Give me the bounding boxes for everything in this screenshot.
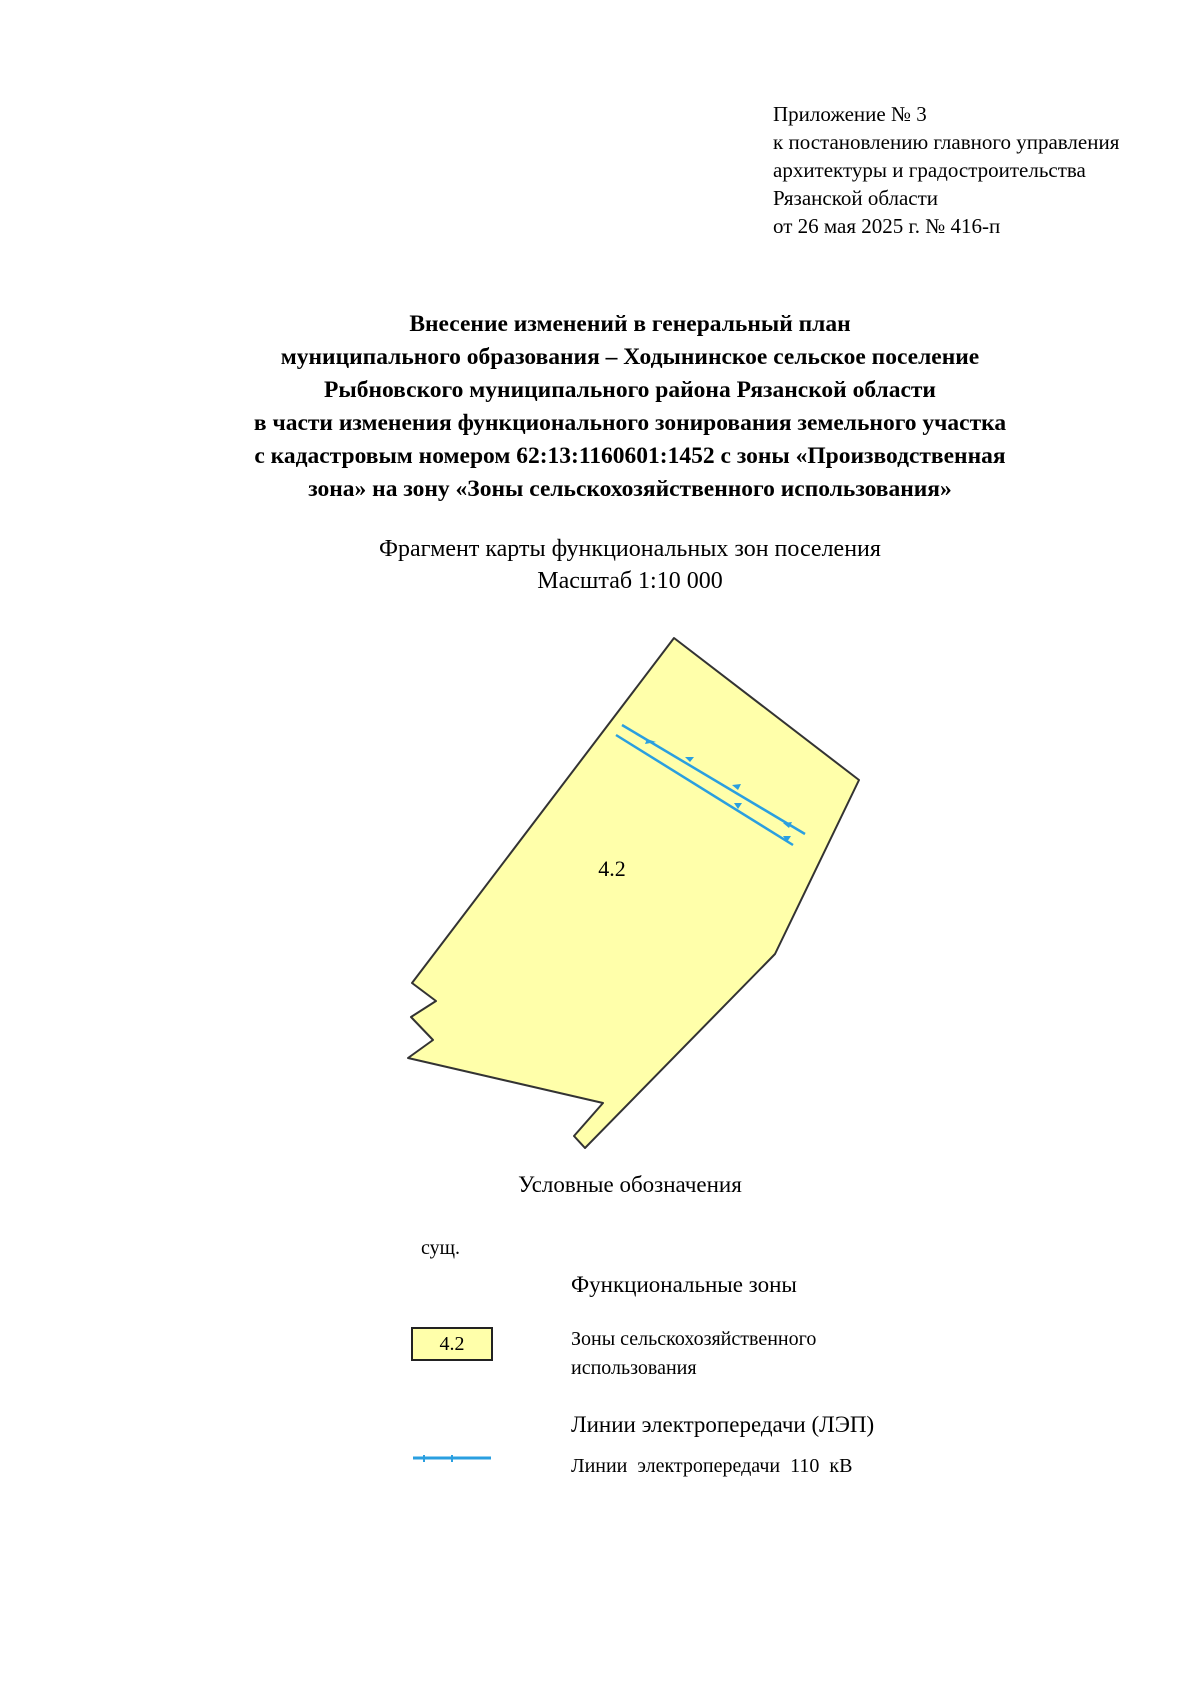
legend-zone-description-line: Зоны сельскохозяйственного bbox=[571, 1328, 817, 1350]
legend-zones-heading: Функциональные зоны bbox=[571, 1272, 797, 1297]
legend-zone-swatch: 4.2 bbox=[411, 1327, 493, 1361]
title-line: с кадастровым номером 62:13:1160601:1452 с зоны «Производственная bbox=[254, 443, 1006, 469]
title-line: Рыбновского муниципального района Рязанской области bbox=[324, 377, 936, 403]
legend-title: Условные обозначения bbox=[518, 1172, 742, 1197]
legend-lines-heading: Линии электропередачи (ЛЭП) bbox=[571, 1412, 875, 1437]
appendix-reference-region: Рязанской области bbox=[773, 186, 939, 210]
power-line-legend-symbol bbox=[412, 1453, 492, 1465]
legend-line-description: Линии электропередачи 110 кВ bbox=[571, 1455, 853, 1477]
map-caption-title: Фрагмент карты функциональных зон поселения bbox=[379, 536, 881, 562]
title-line: муниципального образования – Ходынинское сельское поселение bbox=[280, 344, 980, 370]
agricultural-zone-area bbox=[408, 638, 859, 1148]
appendix-date: от 26 мая 2025 г. № 416-п bbox=[773, 214, 1001, 238]
legend-zone-description bbox=[571, 1325, 816, 1383]
legend-status: сущ. bbox=[421, 1237, 461, 1259]
title-line: в части изменения функционального зонирования земельного участка bbox=[253, 410, 1007, 436]
title-line: Внесение изменений в генеральный план bbox=[409, 311, 851, 337]
zone-label: 4.2 bbox=[598, 856, 626, 881]
appendix-reference: к постановлению главного управления bbox=[773, 130, 1120, 154]
map-scale: Масштаб 1:10 000 bbox=[537, 568, 723, 594]
appendix-number: Приложение № 3 bbox=[773, 102, 927, 126]
legend-zone-description-line: использования bbox=[571, 1357, 697, 1379]
appendix-reference-org: архитектуры и градостроительства bbox=[773, 158, 1086, 182]
title-line: зона» на зону «Зоны сельскохозяйственного использования» bbox=[308, 476, 952, 502]
